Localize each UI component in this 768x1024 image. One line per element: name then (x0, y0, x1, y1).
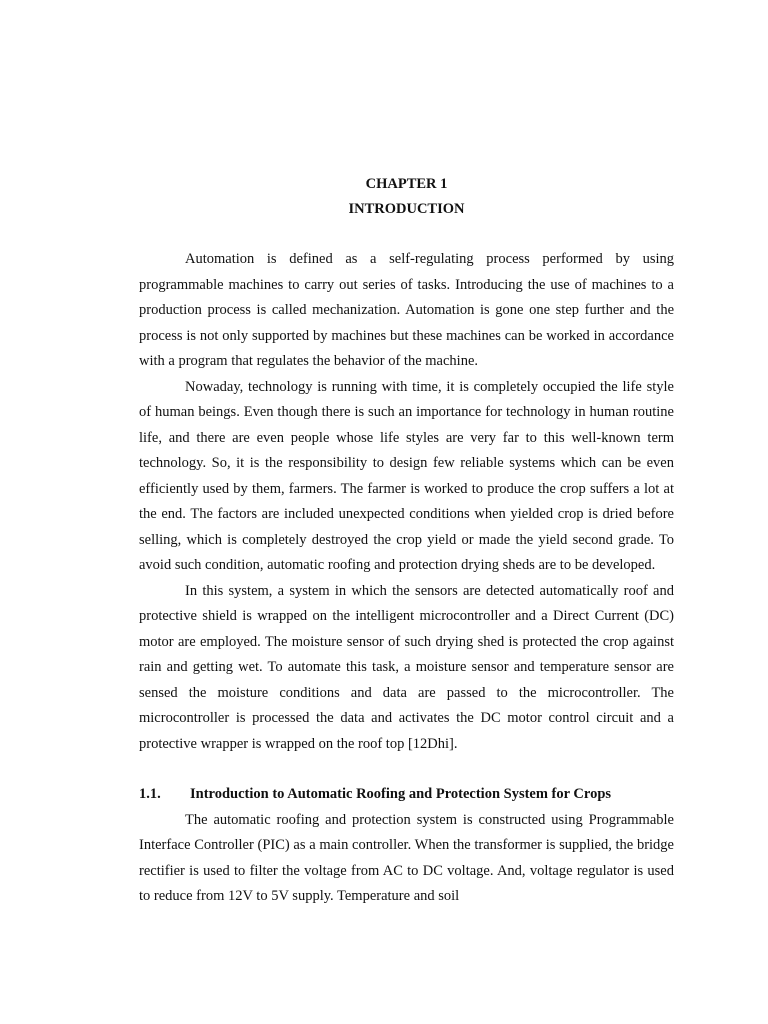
intro-paragraph-2: Nowaday, technology is running with time, it is completely occupied the life style of human beings. Even though there is such an importance for technology in human routine life, and there are even people whose life styles are very far to this well-known term technology. So, it is the responsibility to design few reliable systems which can be even efficiently used by them, farmers. The farmer is worked to produce the crop suffers a lot at the end. The factors are included unexpected conditions when yielded crop is dried before selling, which is completely destroyed the crop yield or made the yield second grade. To avoid such condition, automatic roofing and protection drying sheds are to be developed. (139, 378, 674, 573)
section-heading (139, 782, 674, 808)
intro-paragraph-3: In this system, a system in which the sensors are detected automatically roof and protective shield is wrapped on the intelligent microcontroller and a Direct Current (DC) motor are employed. The moisture sensor of such drying shed is protected the crop against rain and getting wet. To automate this task, a moisture sensor and temperature sensor are sensed the moisture conditions and data are passed to the microcontroller. The microcontroller is processed the data and activates the DC motor control circuit and a protective wrapper is wrapped on the roof top [12Dhi]. (139, 582, 674, 752)
chapter-title: INTRODUCTION (348, 201, 465, 217)
section-title: Introduction to Automatic Roofing and Protection System for Crops (190, 786, 612, 802)
document-page (139, 172, 674, 910)
chapter-number: CHAPTER 1 (365, 176, 448, 192)
section-paragraph: The automatic roofing and protection system is constructed using Programmable Interface Controller (PIC) as a main controller. When the transformer is supplied, the bridge rectifier is used to filter the voltage from AC to DC voltage. And, voltage regulator is used to reduce from 12V to 5V supply. Temperature and soil (139, 811, 674, 904)
section-number: 1.1. (139, 786, 161, 802)
intro-paragraph-1: Automation is defined as a self-regulating process performed by using programmable machines to carry out series of tasks. Introducing the use of machines to a production process is called mechanization. Automation is gone one step further and the process is not only supported by machines but these machines can be worked in accordance with a program that regulates the behavior of the machine. (139, 251, 674, 369)
